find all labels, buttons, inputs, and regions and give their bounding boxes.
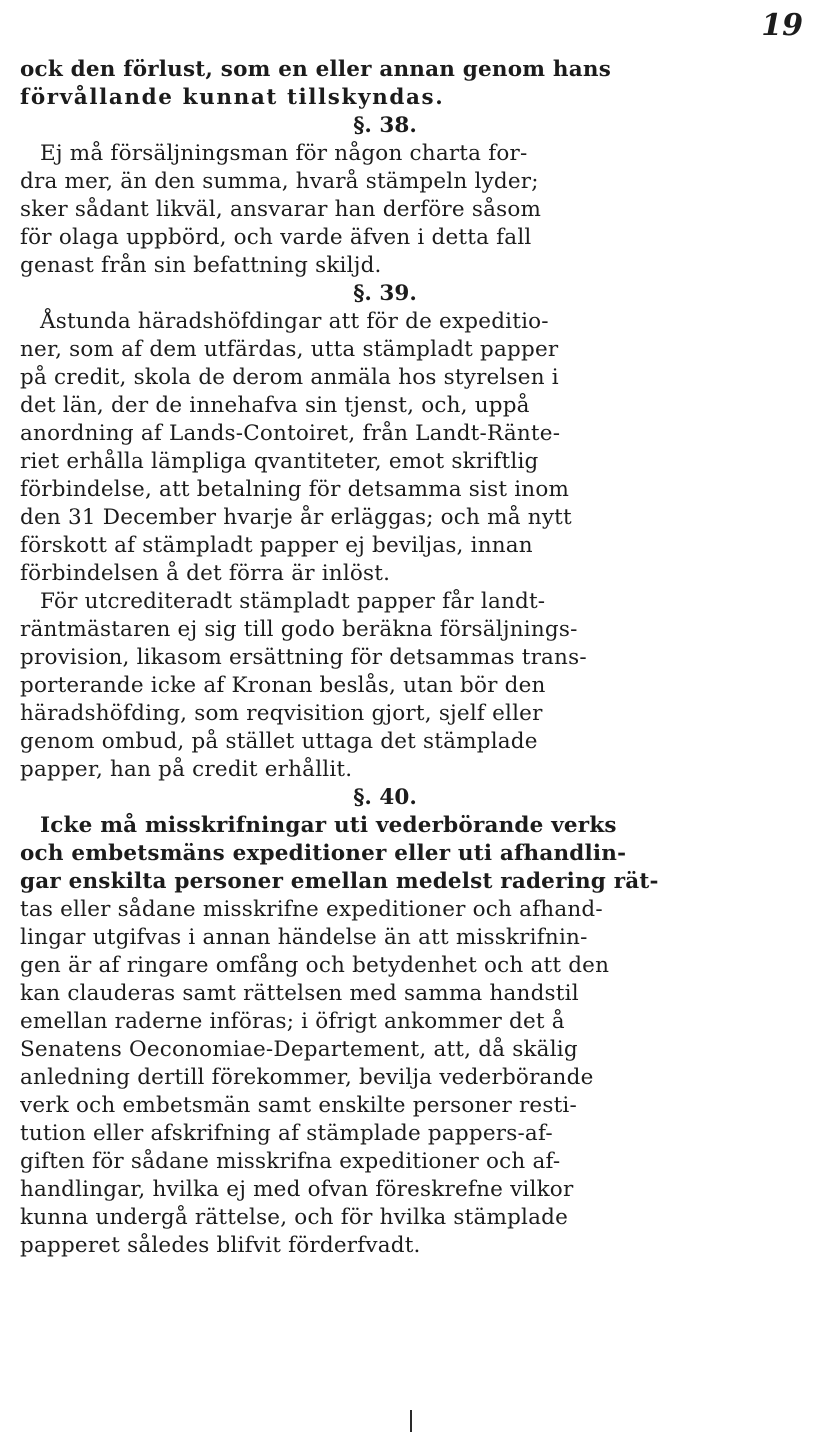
text-line: emellan raderne införas; i öfrigt ankommer det å xyxy=(20,1009,565,1034)
text-line: handlingar, hvilka ej med ofvan föreskrefne vilkor xyxy=(20,1177,574,1202)
text-line: Icke må misskrifningar uti vederbörande verks xyxy=(40,813,617,838)
section-heading: §. 39. xyxy=(353,281,417,306)
text-line: på credit, skola de derom anmäla hos styrelsen i xyxy=(20,365,559,390)
text-line: giften för sådane misskrifna expeditioner och af- xyxy=(20,1149,561,1174)
text-line: dra mer, än den summa, hvarå stämpeln lyder; xyxy=(20,169,539,194)
text-line: ner, som af dem utfärdas, utta stämpladt papper xyxy=(20,337,559,362)
body-text xyxy=(20,56,810,1260)
text-line: papper, han på credit erhållit. xyxy=(20,757,353,782)
section-heading: §. 38. xyxy=(353,113,417,138)
text-line: det län, der de innehafva sin tjenst, och, uppå xyxy=(20,393,530,418)
text-line: gar enskilta personer emellan medelst radering rät- xyxy=(20,869,659,894)
text-line: förbindelse, att betalning för detsamma sist inom xyxy=(20,477,570,502)
text-line: genom ombud, på stället uttaga det stämplade xyxy=(20,729,538,754)
text-line: anordning af Lands-Contoiret, från Landt-Ränte- xyxy=(20,421,561,446)
text-line: riet erhålla lämpliga qvantiteter, emot skriftlig xyxy=(20,449,539,474)
text-line: för olaga uppbörd, och varde äfven i detta fall xyxy=(20,225,532,250)
text-line: lingar utgifvas i annan händelse än att misskrifnin- xyxy=(20,925,588,950)
text-line: anledning dertill förekommer, bevilja vederbörande xyxy=(20,1065,594,1090)
text-line: sker sådant likväl, ansvarar han derföre såsom xyxy=(20,197,542,222)
text-line: häradshöfding, som reqvisition gjort, sjelf eller xyxy=(20,701,543,726)
text-line: ock den förlust, som en eller annan genom hans xyxy=(20,57,612,82)
text-line: kan clauderas samt rättelsen med samma handstil xyxy=(20,981,579,1006)
text-line: tution eller afskrifning af stämplade pappers-af- xyxy=(20,1121,553,1146)
text-line: För utcrediteradt stämpladt papper får landt- xyxy=(40,589,546,614)
text-line: tas eller sådane misskrifne expeditioner och afhand- xyxy=(20,897,603,922)
text-line: papperet således blifvit förderfvadt. xyxy=(20,1233,421,1258)
text-line: Senatens Oeconomiae-Departement, att, då skälig xyxy=(20,1037,578,1062)
text-line: Ej må försäljningsman för någon charta for- xyxy=(40,141,528,166)
text-line: verk och embetsmän samt enskilte personer resti- xyxy=(20,1093,577,1118)
text-line: räntmästaren ej sig till godo beräkna försäljnings- xyxy=(20,617,578,642)
text-line: porterande icke af Kronan beslås, utan bör den xyxy=(20,673,546,698)
text-line: förvållande kunnat tillskyndas. xyxy=(20,85,445,110)
text-line: och embetsmäns expeditioner eller uti afhandlin- xyxy=(20,841,627,866)
page-number: 19 xyxy=(761,8,803,43)
text-line: den 31 December hvarje år erläggas; och må nytt xyxy=(20,505,572,530)
section-heading: §. 40. xyxy=(353,785,417,810)
text-line: gen är af ringare omfång och betydenhet och att den xyxy=(20,953,610,978)
text-line: förskott af stämpladt papper ej beviljas, innan xyxy=(20,533,533,558)
text-line: förbindelsen å det förra är inlöst. xyxy=(20,561,391,586)
text-line: Åstunda häradshöfdingar att för de expeditio- xyxy=(40,309,549,334)
text-line: kunna undergå rättelse, och för hvilka stämplade xyxy=(20,1205,569,1230)
footer-mark xyxy=(410,1410,412,1432)
text-line: provision, likasom ersättning för detsammas trans- xyxy=(20,645,587,670)
text-line: genast från sin befattning skiljd. xyxy=(20,253,382,278)
